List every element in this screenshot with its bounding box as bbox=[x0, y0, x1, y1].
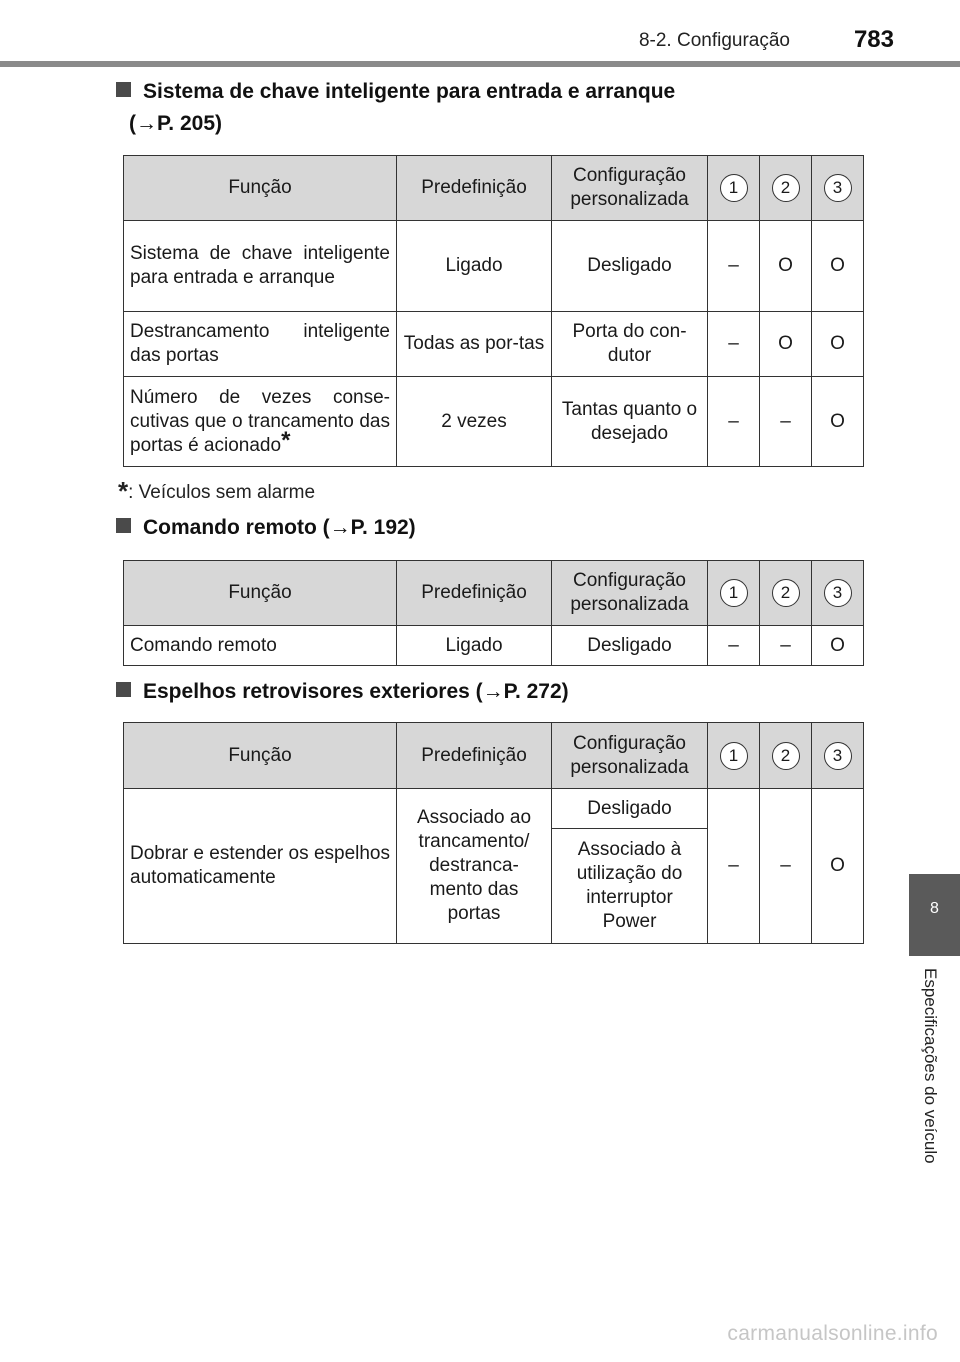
page-reference: P. 205) bbox=[157, 112, 222, 135]
chapter-number: 8 bbox=[930, 900, 939, 917]
cell-c3: O bbox=[812, 312, 864, 377]
cell-c2: O bbox=[760, 312, 812, 377]
table-row bbox=[124, 312, 864, 377]
cell-c1: – bbox=[708, 312, 760, 377]
header-col-3 bbox=[812, 561, 864, 626]
cell-custom-option-b: Associado à utilização do interruptor Power bbox=[552, 829, 708, 944]
page-number: 783 bbox=[853, 26, 894, 53]
header-col-1 bbox=[708, 723, 760, 789]
header-col-3 bbox=[812, 156, 864, 221]
table-header-row bbox=[124, 723, 864, 789]
cell-custom: Porta do con-dutor bbox=[552, 312, 708, 377]
cell-custom: Desligado bbox=[552, 626, 708, 666]
page-reference: P. 192) bbox=[350, 516, 416, 539]
cell-function: Comando remoto bbox=[124, 626, 397, 666]
footnote-star: * bbox=[118, 476, 129, 506]
cell-c1: – bbox=[708, 789, 760, 944]
cell-c2: O bbox=[760, 221, 812, 312]
watermark: carmanualsonline.info bbox=[727, 1322, 938, 1345]
cell-custom: Tantas quanto o desejado bbox=[552, 377, 708, 467]
square-bullet-icon bbox=[116, 682, 131, 697]
cell-custom: Desligado bbox=[552, 221, 708, 312]
page-header bbox=[0, 0, 960, 68]
header-default: Predefinição bbox=[397, 156, 552, 221]
arrow-right-icon: → bbox=[329, 516, 351, 539]
settings-table-mirrors bbox=[123, 722, 864, 944]
cell-c2: – bbox=[760, 626, 812, 666]
table-row bbox=[124, 789, 864, 829]
section-heading-mirrors bbox=[116, 676, 569, 708]
cell-c1: – bbox=[708, 377, 760, 467]
header-col-3 bbox=[812, 723, 864, 789]
header-col-2 bbox=[760, 156, 812, 221]
heading-text: Comando remoto ( bbox=[143, 516, 330, 539]
circled-number-1-icon: 1 bbox=[720, 742, 748, 770]
cell-default: 2 vezes bbox=[397, 377, 552, 467]
header-col-1 bbox=[708, 156, 760, 221]
header-function: Função bbox=[124, 156, 397, 221]
cell-c3: O bbox=[812, 626, 864, 666]
circled-number-1-icon: 1 bbox=[720, 579, 748, 607]
circled-number-2-icon: 2 bbox=[772, 579, 800, 607]
section-heading-remote bbox=[116, 512, 416, 544]
heading-paren: ( bbox=[129, 112, 136, 135]
header-function: Função bbox=[124, 723, 397, 789]
cell-c2: – bbox=[760, 377, 812, 467]
header-default: Predefinição bbox=[397, 723, 552, 789]
cell-default: Ligado bbox=[397, 626, 552, 666]
header-rule bbox=[0, 61, 960, 67]
table-header-row bbox=[124, 156, 864, 221]
header-custom: Configuração personalizada bbox=[552, 561, 708, 626]
header-col-1 bbox=[708, 561, 760, 626]
cell-c1: – bbox=[708, 221, 760, 312]
table-row bbox=[124, 377, 864, 467]
table-header-row bbox=[124, 561, 864, 626]
header-col-2 bbox=[760, 723, 812, 789]
square-bullet-icon bbox=[116, 82, 131, 97]
arrow-right-icon: → bbox=[482, 680, 504, 703]
section-heading-smart-key bbox=[116, 76, 675, 140]
function-text: Número de vezes consecutivas que o trancamento das portas é acionado bbox=[130, 386, 390, 456]
circled-number-2-icon: 2 bbox=[772, 174, 800, 202]
cell-function: Destrancamento inteligente das portas bbox=[124, 312, 397, 377]
cell-c3: O bbox=[812, 221, 864, 312]
page-reference: P. 272) bbox=[503, 680, 569, 703]
header-col-2 bbox=[760, 561, 812, 626]
cell-function: Sistema de chave inteligente para entrada e arranque bbox=[124, 221, 397, 312]
cell-default: Todas as por-tas bbox=[397, 312, 552, 377]
header-custom: Configuração personalizada bbox=[552, 723, 708, 789]
header-default: Predefinição bbox=[397, 561, 552, 626]
circled-number-3-icon: 3 bbox=[824, 174, 852, 202]
header-custom: Configuração personalizada bbox=[552, 156, 708, 221]
cell-c3: O bbox=[812, 377, 864, 467]
footnote-text: : Veículos sem alarme bbox=[128, 482, 316, 503]
section-title: 8-2. Configuração bbox=[638, 30, 790, 51]
settings-table-remote bbox=[123, 560, 864, 666]
table-row bbox=[124, 221, 864, 312]
cell-c1: – bbox=[708, 626, 760, 666]
chapter-title: Especificações do veículo bbox=[921, 968, 940, 1164]
cell-default: Ligado bbox=[397, 221, 552, 312]
cell-custom-option-a: Desligado bbox=[552, 789, 708, 829]
table-row bbox=[124, 626, 864, 666]
cell-default: Associado ao trancamento/ destranca-mento das portas bbox=[397, 789, 552, 944]
cell-function: Dobrar e estender os espelhos automaticamente bbox=[124, 789, 397, 944]
square-bullet-icon bbox=[116, 518, 131, 533]
footnote bbox=[118, 476, 315, 507]
arrow-right-icon: → bbox=[136, 112, 157, 135]
circled-number-3-icon: 3 bbox=[824, 742, 852, 770]
heading-text: Espelhos retrovisores exteriores ( bbox=[143, 680, 483, 703]
footnote-mark: * bbox=[281, 426, 291, 454]
circled-number-3-icon: 3 bbox=[824, 579, 852, 607]
chapter-tab bbox=[909, 874, 960, 956]
circled-number-1-icon: 1 bbox=[720, 174, 748, 202]
cell-function bbox=[124, 377, 397, 467]
settings-table-smart-key bbox=[123, 155, 864, 467]
header-function: Função bbox=[124, 561, 397, 626]
heading-text: Sistema de chave inteligente para entrada e arranque bbox=[143, 80, 676, 103]
cell-c2: – bbox=[760, 789, 812, 944]
cell-c3: O bbox=[812, 789, 864, 944]
chapter-label bbox=[917, 968, 947, 1208]
circled-number-2-icon: 2 bbox=[772, 742, 800, 770]
